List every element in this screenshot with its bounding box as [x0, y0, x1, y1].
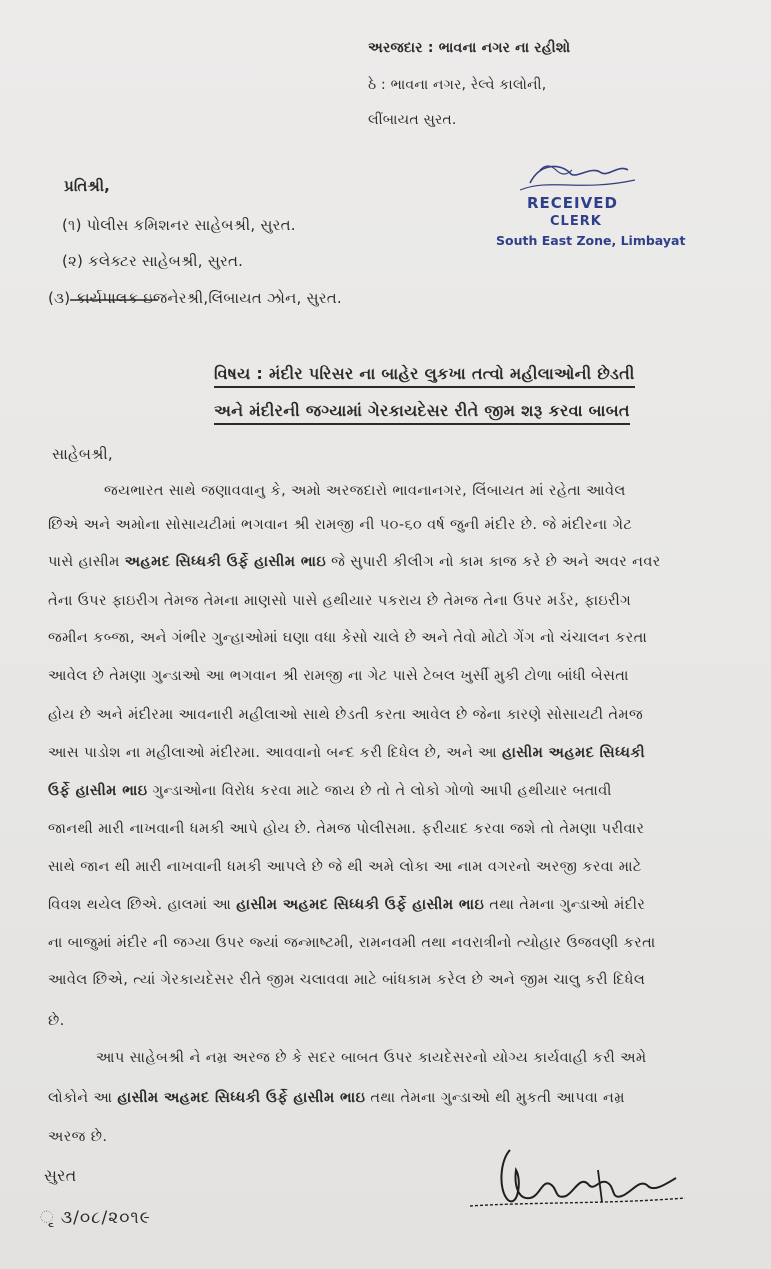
recipient-2: (૨) કલેક્ટર સાહેબશ્રી, સુરત. — [62, 252, 244, 270]
body-text: પાસે હાસીમ — [48, 554, 125, 570]
highlighted-name: હાસીમ અહમદ સિધ્ધકી — [502, 745, 646, 761]
body-line — [48, 552, 738, 572]
applicant-line: અરજદાર : ભાવના નગર ના રહીશો — [368, 40, 571, 56]
stamp-received: RECEIVED — [527, 194, 618, 212]
address-line: ઠે : ભાવના નગર, રેલ્વે કાલોની, — [368, 77, 547, 93]
body-text: તથા તેમના ગુન્ડાઓ થી મુકતી આપવા નમ્ર — [365, 1090, 625, 1106]
body-line: જયભારત સાથે જણાવવાનુ કે, અમો અરજદારો ભાવનાનગર, લિંબાયત માં રહેતા આવેલ — [104, 483, 626, 499]
body-line: જાનથી મારી નાખવાની ધમકી આપે હોય છે. તેમજ પોલીસમા. ફરીયાદ કરવા જશે તો તેમણા પરીવાર — [48, 821, 645, 837]
body-line: આવેલ છિએ, ત્યાં ગેરકાયદેસર રીતે જીમ ચલાવવા માટે બાંધકામ કરેલ છે અને જીમ ચાલુ કરી દિધેલ — [48, 972, 646, 988]
body-text: ગુન્ડાઓના વિરોધ કરવા માટે જાય છે તો તે લોકો ગોળો આપી હથીયાર બતાવી — [147, 783, 612, 799]
date: ૃ ૩/૦૮/૨૦૧૯ — [40, 1208, 151, 1228]
body-line: છિએ અને અમોના સોસાયટીમાં ભગવાન શ્રી રામજી ની ૫૦-૬૦ વર્ષ જુની મંદીર છે. જે મંદીરના ગેટ — [48, 517, 633, 533]
recipients-salutation: પ્રતિશ્રી, — [64, 177, 111, 195]
greeting: સાહેબશ્રી, — [52, 445, 113, 463]
recipient-1: (૧) પોલીસ કમિશનર સાહેબશ્રી, સુરત. — [62, 216, 296, 234]
city-line: લીંબાયત સુરત. — [368, 112, 457, 128]
body-line: જમીન કબ્જા, અને ગંભીર ગુન્હાઓમાં ઘણા વધા કેસો ચાલે છે અને તેવો મોટો ગેંગ નો ચંચાલન કરતા — [48, 630, 648, 646]
highlighted-name: હાસીમ અહમદ સિધ્ધકી ઉર્ફે હાસીમ ભાઇ — [117, 1090, 366, 1106]
stamp-scribble-icon — [500, 158, 640, 198]
body-line — [48, 895, 738, 915]
closing-line: અરજ છે. — [48, 1129, 108, 1145]
closing-line: આપ સાહેબશ્રી ને નમ્ર અરજ છે કે સદર બાબત ઉપર કાયદેસરનો યોગ્ય કાર્યવાહી કરી અમે — [96, 1050, 647, 1066]
body-text: જે સુપારી કીલીગ નો કામ કાજ કરે છે અને અવર નવર — [326, 554, 661, 570]
body-line: ના બાજુમાં મંદીર ની જગ્યા ઉપર જ્યાં જન્માષ્ટમી, રામનવમી તથા નવરાત્રીનો ત્યોહાર ઉજવણી કરતા — [48, 935, 656, 951]
body-line — [48, 743, 738, 763]
stamp-clerk: CLERK — [550, 214, 602, 229]
body-text: આસ પાડોશ ના મહીલાઓ મંદીરમા. આવવાનો બન્દ કરી દિધેલ છે, અને આ — [48, 745, 503, 761]
signature-icon — [470, 1140, 690, 1220]
subject-line-1: વિષય : મંદીર પરિસર ના બાહેર લુકખા તત્વો મહીલાઓની છેડતી — [214, 364, 635, 388]
place: સુરત — [44, 1166, 77, 1185]
closing-line — [48, 1088, 738, 1108]
body-line: સાથે જાન થી મારી નાખવાની ધમકી આપલે છે જે થી અમે લોકા આ નામ વગરનો અરજી કરવા માટે — [48, 859, 642, 875]
highlighted-name: હાસીમ અહમદ સિધ્ધકી ઉર્ફે હાસીમ ભાઇ — [236, 897, 485, 913]
highlighted-name: અહમદ સિધ્ધકી ઉર્ફે હાસીમ ભાઇ — [124, 554, 327, 570]
body-text: તથા તેમના ગુન્ડાઓ મંદીર — [484, 897, 646, 913]
body-text: લોકોને આ — [48, 1090, 118, 1106]
strike-mark-icon — [70, 296, 160, 304]
stamp-office: South East Zone, Limbayat — [496, 233, 686, 248]
body-line: હોય છે અને મંદીરમા આવનારી મહીલાઓ સાથે છેડતી કરતા આવેલ છે જેના કારણે સોસાયટી તેમજ — [48, 707, 644, 723]
body-line — [48, 781, 738, 801]
recipient-3: (૩) કાર્યપાલક ઇજનેરશ્રી,લિંબાયત ઝોન, સુરત. — [48, 289, 342, 307]
subject-line-2: અને મંદીરની જગ્યામાં ગેરકાયદેસર રીતે જીમ શરૂ કરવા બાબત — [214, 401, 630, 425]
body-line: છે. — [48, 1013, 65, 1029]
body-text: વિવશ થયેલ છિએ. હાલમાં આ — [48, 897, 237, 913]
body-line: આવેલ છે તેમણા ગુન્ડાઓ આ ભગવાન શ્રી રામજી ના ગેટ પાસે ટેબલ ખુર્સી મુકી ટોળા બાંધી બેસતા — [48, 668, 629, 684]
body-line: તેના ઉપર ફાઇરીગ તેમજ તેમના માણસો પાસે હથીયાર પકરાય છે તેમજ તેના ઉપર મર્ડર, ફાઇરીગ — [48, 593, 632, 609]
highlighted-name: ઉર્ફે હાસીમ ભાઇ — [48, 783, 148, 799]
